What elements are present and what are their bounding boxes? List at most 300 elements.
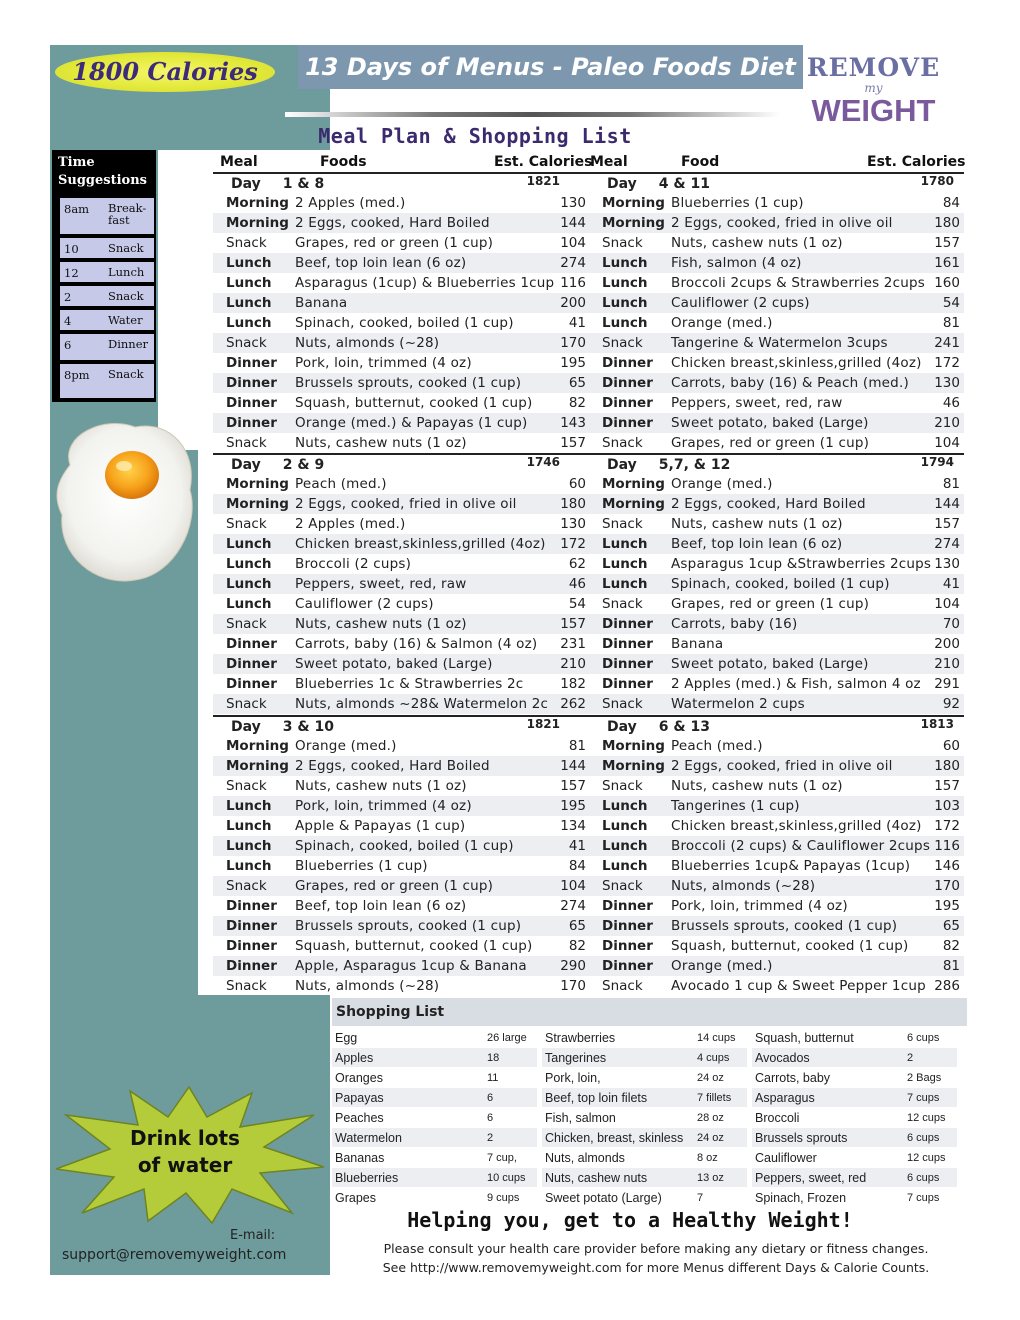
meal-type: Lunch [226, 798, 272, 814]
meal-row [213, 193, 590, 213]
food-item: Broccoli (2 cups) [295, 556, 412, 572]
shopping-item-name: Watermelon [335, 1131, 402, 1145]
meal-type: Lunch [602, 556, 648, 572]
meal-type: Lunch [602, 576, 648, 592]
food-item: Nuts, cashew nuts (1 oz) [295, 778, 467, 794]
food-item: 2 Apples (med.) [295, 516, 406, 532]
shopping-item-name: Avocados [755, 1051, 810, 1065]
meal-row [589, 776, 964, 796]
meal-row [213, 896, 590, 916]
logo-line-weight: WEIGHT [811, 93, 936, 128]
col-foods: Foods [320, 154, 367, 170]
shopping-item-quantity: 12 cups [907, 1152, 946, 1164]
shopping-item-name: Grapes [335, 1191, 376, 1205]
time-suggestion-row [60, 198, 154, 234]
meal-type: Snack [602, 878, 643, 894]
food-calories: 146 [934, 858, 960, 874]
meal-type: Lunch [226, 576, 272, 592]
meal-row [213, 393, 590, 413]
food-item: Asparagus 1cup &Strawberries 2cups [671, 556, 932, 572]
day-range: 5,7, & 12 [658, 457, 731, 473]
meal-type: Morning [226, 195, 289, 211]
shopping-item-name: Nuts, cashew nuts [545, 1171, 648, 1185]
shopping-item-name: Nuts, almonds [545, 1151, 625, 1165]
food-item: Sweet potato, baked (Large) [671, 415, 869, 431]
shopping-item-quantity: 28 oz [697, 1112, 724, 1124]
meal-row [589, 253, 964, 273]
meal-row [589, 393, 964, 413]
time-value: 2 [64, 290, 72, 304]
food-calories: 82 [568, 938, 586, 954]
food-calories: 291 [934, 676, 960, 692]
shopping-item-quantity: 2 Bags [907, 1072, 942, 1084]
day-header [589, 717, 964, 737]
meal-type: Dinner [602, 918, 653, 934]
meal-type: Snack [602, 778, 643, 794]
meal-row [589, 694, 964, 714]
meal-type: Dinner [602, 656, 653, 672]
day-header [213, 455, 590, 475]
meal-row [213, 654, 590, 674]
shopping-item [332, 1108, 537, 1127]
shopping-item-quantity: 4 cups [697, 1052, 730, 1064]
food-item: Blueberries (1 cup) [295, 858, 428, 874]
meal-type: Snack [226, 335, 267, 351]
support-email[interactable]: support@removemyweight.com [62, 1247, 287, 1263]
meal-row [589, 534, 964, 554]
day-header [213, 717, 590, 737]
shopping-item [752, 1148, 957, 1167]
meal-row [213, 554, 590, 574]
meal-row [589, 614, 964, 634]
meal-type: Morning [602, 215, 665, 231]
meal-row [213, 413, 590, 433]
food-item: Blueberries 1cup& Papayas (1cup) [671, 858, 911, 874]
food-calories: 82 [568, 395, 586, 411]
food-calories: 170 [934, 878, 960, 894]
shopping-item-quantity: 24 oz [697, 1132, 724, 1144]
meal-type: Lunch [226, 275, 272, 291]
shopping-item [752, 1028, 957, 1047]
food-item: Nuts, cashew nuts (1 oz) [671, 235, 843, 251]
shopping-item-quantity: 24 oz [697, 1072, 724, 1084]
food-item: Chicken breast,skinless,grilled (4oz) [295, 536, 546, 552]
day-label [231, 457, 324, 473]
shopping-item-name: Bananas [335, 1151, 385, 1165]
col-food: Food [681, 154, 720, 170]
food-calories: 182 [560, 676, 586, 692]
shopping-item-name: Squash, butternut [755, 1031, 854, 1045]
time-value: 8pm [64, 368, 90, 382]
food-item: Grapes, red or green (1 cup) [671, 435, 870, 451]
time-suggestion-row [60, 238, 154, 258]
shopping-item-quantity: 11 [487, 1072, 499, 1084]
day-total-calories: 1794 [920, 455, 954, 469]
food-item: Asparagus (1cup) & Blueberries 1cup [295, 275, 555, 291]
food-calories: 143 [560, 415, 586, 431]
food-calories: 195 [560, 798, 586, 814]
calories-badge: 1800 Calories [72, 57, 258, 86]
time-suggestions-title [58, 154, 154, 190]
food-item: Fish, salmon (4 oz) [671, 255, 802, 271]
food-calories: 274 [934, 536, 960, 552]
time-activity [108, 368, 144, 380]
food-item: Beef, top loin lean (6 oz) [295, 898, 467, 914]
meal-row [589, 816, 964, 836]
food-item: 2 Eggs, cooked, fried in olive oil [671, 758, 893, 774]
food-item: Brussels sprouts, cooked (1 cup) [295, 918, 522, 934]
day-label [607, 176, 710, 192]
time-suggestion-row [60, 334, 154, 360]
day-word: Day [231, 457, 261, 473]
food-calories: 170 [560, 978, 586, 994]
food-calories: 172 [934, 818, 960, 834]
day-range: 1 & 8 [282, 176, 325, 192]
food-calories: 157 [934, 778, 960, 794]
food-item: Nuts, almonds ~28& Watermelon 2c [295, 696, 549, 712]
meal-row [213, 594, 590, 614]
food-item: Nuts, cashew nuts (1 oz) [295, 616, 467, 632]
meal-type: Lunch [226, 858, 272, 874]
food-calories: 84 [568, 858, 586, 874]
food-item: Orange (med.) & Papayas (1 cup) [295, 415, 528, 431]
day-word: Day [231, 719, 261, 735]
meal-type: Dinner [602, 938, 653, 954]
meal-row [213, 736, 590, 756]
food-item: Avocado 1 cup & Sweet Pepper 1cup [671, 978, 926, 994]
food-calories: 130 [560, 195, 586, 211]
shopping-item [332, 1028, 537, 1047]
meal-row [589, 193, 964, 213]
shopping-item [542, 1148, 747, 1167]
meal-type: Lunch [226, 536, 272, 552]
time-value: 4 [64, 314, 72, 328]
food-item: Pork, loin, trimmed (4 oz) [671, 898, 848, 914]
meal-type: Morning [602, 758, 665, 774]
fried-egg-image [50, 405, 200, 595]
meal-type: Dinner [602, 375, 653, 391]
day-range: 3 & 10 [282, 719, 334, 735]
food-item: Carrots, baby (16) & Peach (med.) [671, 375, 909, 391]
food-calories: 81 [942, 315, 960, 331]
food-item: 2 Apples (med.) & Fish, salmon 4 oz [671, 676, 921, 692]
meal-row [589, 213, 964, 233]
food-calories: 104 [934, 596, 960, 612]
shopping-item-name: Carrots, baby [755, 1071, 831, 1085]
shopping-item [752, 1088, 957, 1107]
shopping-item [752, 1168, 957, 1187]
food-item: Beef, top loin lean (6 oz) [295, 255, 467, 271]
time-suggestion-row [60, 262, 154, 282]
day-range: 6 & 13 [658, 719, 710, 735]
food-calories: 103 [934, 798, 960, 814]
meal-type: Lunch [602, 838, 648, 854]
meal-row [589, 634, 964, 654]
time-activity [108, 338, 148, 350]
food-calories: 144 [934, 496, 960, 512]
day-word: Day [231, 176, 261, 192]
meal-type: Dinner [226, 415, 277, 431]
food-item: Squash, butternut, cooked (1 cup) [295, 395, 533, 411]
meal-type: Dinner [226, 395, 277, 411]
food-item: Banana [295, 295, 348, 311]
meal-row [589, 313, 964, 333]
meal-row [589, 373, 964, 393]
logo-line-remove: REMOVE [806, 53, 941, 82]
shopping-item-name: Fish, salmon [545, 1111, 616, 1125]
meal-row [589, 474, 964, 494]
day-label [607, 457, 730, 473]
food-item: Peach (med.) [671, 738, 763, 754]
shopping-item [332, 1188, 537, 1207]
shopping-item-name: Brussels sprouts [755, 1131, 848, 1145]
food-calories: 286 [934, 978, 960, 994]
meal-row [213, 213, 590, 233]
food-item: Nuts, almonds (~28) [295, 978, 440, 994]
day-header [589, 455, 964, 475]
food-calories: 210 [560, 656, 586, 672]
food-calories: 274 [560, 898, 586, 914]
food-item: Cauliflower (2 cups) [671, 295, 810, 311]
meal-row [589, 574, 964, 594]
meal-type: Morning [226, 215, 289, 231]
food-item: Sweet potato, baked (Large) [671, 656, 869, 672]
food-item: Carrots, baby (16) [671, 616, 798, 632]
food-calories: 41 [942, 576, 960, 592]
food-item: Peppers, sweet, red, raw [295, 576, 467, 592]
food-item: 2 Eggs, cooked, fried in olive oil [671, 215, 893, 231]
meal-row [213, 273, 590, 293]
time-value: 12 [64, 266, 79, 280]
meal-type: Dinner [602, 958, 653, 974]
meal-type: Dinner [602, 355, 653, 371]
food-item: Nuts, cashew nuts (1 oz) [671, 778, 843, 794]
food-calories: 172 [560, 536, 586, 552]
meal-type: Dinner [602, 636, 653, 652]
food-calories: 231 [560, 636, 586, 652]
shopping-item [332, 1048, 537, 1067]
meal-type: Lunch [602, 275, 648, 291]
shopping-item-quantity: 6 cups [907, 1032, 940, 1044]
food-calories: 65 [568, 375, 586, 391]
shopping-item-quantity: 12 cups [907, 1112, 946, 1124]
food-item: Nuts, almonds (~28) [295, 335, 440, 351]
time-activity-line: Snack [108, 289, 144, 303]
food-item: Tangerines (1 cup) [671, 798, 800, 814]
food-item: Blueberries 1c & Strawberries 2c [295, 676, 524, 692]
meal-type: Morning [226, 476, 289, 492]
meal-type: Lunch [226, 596, 272, 612]
meal-type: Snack [226, 978, 267, 994]
food-item: Squash, butternut, cooked (1 cup) [295, 938, 533, 954]
meal-type: Dinner [602, 616, 653, 632]
food-calories: 62 [568, 556, 586, 572]
callout-line1: Drink lots [130, 1126, 240, 1150]
meal-row [589, 896, 964, 916]
shopping-item-name: Spinach, Frozen [755, 1191, 847, 1205]
day-word: Day [607, 719, 637, 735]
logo-line-my: my [864, 81, 883, 95]
meal-type: Snack [602, 696, 643, 712]
meal-row [589, 433, 964, 453]
meal-type: Dinner [226, 938, 277, 954]
time-activity-line: Snack [108, 367, 144, 381]
time-suggestion-row [60, 364, 154, 398]
meal-row [213, 776, 590, 796]
meal-type: Morning [602, 738, 665, 754]
food-calories: 81 [568, 738, 586, 754]
food-item: Banana [671, 636, 724, 652]
meal-row [213, 353, 590, 373]
meal-type: Morning [226, 738, 289, 754]
meal-type: Morning [226, 496, 289, 512]
shopping-item [542, 1108, 747, 1127]
meal-type: Lunch [602, 315, 648, 331]
drink-water-callout [100, 1125, 270, 1179]
day-word: Day [607, 457, 637, 473]
meal-row [213, 433, 590, 453]
meal-type: Morning [602, 195, 665, 211]
shopping-item-name: Oranges [335, 1071, 383, 1085]
food-calories: 195 [560, 355, 586, 371]
food-calories: 170 [560, 335, 586, 351]
time-activity-line: Break- [108, 201, 147, 215]
food-item: Blueberries (1 cup) [671, 195, 804, 211]
shopping-item-name: Apples [335, 1051, 374, 1065]
food-item: Brussels sprouts, cooked (1 cup) [295, 375, 522, 391]
meal-type: Dinner [226, 375, 277, 391]
shopping-item [332, 1068, 537, 1087]
shopping-item [752, 1128, 957, 1147]
food-item: Beef, top loin lean (6 oz) [671, 536, 843, 552]
shopping-item [332, 1088, 537, 1107]
food-calories: 81 [942, 958, 960, 974]
food-calories: 157 [934, 235, 960, 251]
meal-row [589, 876, 964, 896]
food-calories: 46 [568, 576, 586, 592]
food-item: Squash, butternut, cooked (1 cup) [671, 938, 909, 954]
shopping-item-quantity: 6 cups [907, 1132, 940, 1144]
meal-row [213, 514, 590, 534]
meal-row [213, 253, 590, 273]
col-calories-right: Est. Calories [867, 154, 966, 170]
food-calories: 200 [934, 636, 960, 652]
meal-row [213, 614, 590, 634]
time-activity-line: Water [108, 313, 143, 327]
col-meal-left: Meal [220, 154, 258, 170]
food-calories: 130 [560, 516, 586, 532]
meal-type: Lunch [602, 295, 648, 311]
meal-type: Dinner [226, 636, 277, 652]
food-item: 2 Eggs, cooked, fried in olive oil [295, 496, 517, 512]
day-header [589, 174, 964, 194]
food-item: Spinach, cooked, boiled (1 cup) [295, 315, 514, 331]
food-calories: 54 [942, 295, 960, 311]
shopping-item-quantity: 14 cups [697, 1032, 736, 1044]
shopping-item-quantity: 6 [487, 1092, 494, 1104]
meal-type: Lunch [602, 858, 648, 874]
meal-row [213, 876, 590, 896]
meal-row [589, 956, 964, 976]
day-total-calories: 1821 [526, 717, 560, 731]
meal-row [589, 594, 964, 614]
shopping-item [332, 1148, 537, 1167]
meal-type: Dinner [226, 898, 277, 914]
meal-row [213, 534, 590, 554]
meal-type: Snack [602, 435, 643, 451]
shopping-item [332, 1168, 537, 1187]
food-calories: 144 [560, 758, 586, 774]
shopping-item [542, 1028, 747, 1047]
meal-row [213, 574, 590, 594]
shopping-item-name: Peaches [335, 1111, 384, 1125]
meal-type: Dinner [226, 656, 277, 672]
shopping-item-quantity: 6 cups [907, 1172, 940, 1184]
food-item: 2 Eggs, cooked, Hard Boiled [295, 758, 490, 774]
food-calories: 60 [568, 476, 586, 492]
meal-type: Lunch [602, 536, 648, 552]
food-calories: 180 [560, 496, 586, 512]
day-total-calories: 1821 [526, 174, 560, 188]
meal-type: Lunch [226, 556, 272, 572]
time-activity [108, 242, 144, 254]
time-activity-line2: fast [108, 213, 130, 227]
meal-type: Dinner [226, 918, 277, 934]
time-activity [108, 202, 146, 226]
food-item: Spinach, cooked, boiled (1 cup) [295, 838, 514, 854]
shopping-item [332, 1128, 537, 1147]
day-total-calories: 1780 [920, 174, 954, 188]
more-menus-link-text[interactable]: See http://www.removemyweight.com for more Menus different Days & Calorie Counts. [382, 1260, 930, 1275]
food-item: Orange (med.) [671, 958, 773, 974]
shopping-item-quantity: 26 large [487, 1032, 527, 1044]
meal-type: Snack [226, 435, 267, 451]
shopping-item-quantity: 2 [487, 1132, 494, 1144]
food-item: Broccoli (2 cups) & Cauliflower 2cups [671, 838, 931, 854]
food-calories: 274 [560, 255, 586, 271]
col-calories-left: Est. Calories [494, 154, 593, 170]
time-value: 8am [64, 202, 90, 216]
food-calories: 195 [934, 898, 960, 914]
food-calories: 104 [560, 878, 586, 894]
meal-row [589, 654, 964, 674]
time-title-line2: Suggestions [58, 173, 147, 188]
food-item: Peppers, sweet, red, raw [671, 395, 843, 411]
meal-type: Snack [226, 616, 267, 632]
meal-row [589, 736, 964, 756]
shopping-item [542, 1068, 747, 1087]
food-item: Orange (med.) [671, 315, 773, 331]
day-label [607, 719, 710, 735]
food-calories: 130 [934, 556, 960, 572]
shopping-item [542, 1188, 747, 1207]
food-calories: 172 [934, 355, 960, 371]
callout-line2: of water [137, 1153, 233, 1177]
shopping-item-quantity: 2 [907, 1052, 914, 1064]
meal-row [589, 333, 964, 353]
meal-row [213, 956, 590, 976]
food-item: 2 Eggs, cooked, Hard Boiled [671, 496, 866, 512]
food-calories: 210 [934, 415, 960, 431]
meal-row [589, 756, 964, 776]
meal-row [213, 293, 590, 313]
food-item: Chicken breast,skinless,grilled (4oz) [671, 818, 922, 834]
time-activity [108, 266, 144, 278]
meal-type: Lunch [226, 818, 272, 834]
food-calories: 82 [942, 938, 960, 954]
shopping-item-quantity: 6 [487, 1112, 494, 1124]
meal-row [589, 273, 964, 293]
